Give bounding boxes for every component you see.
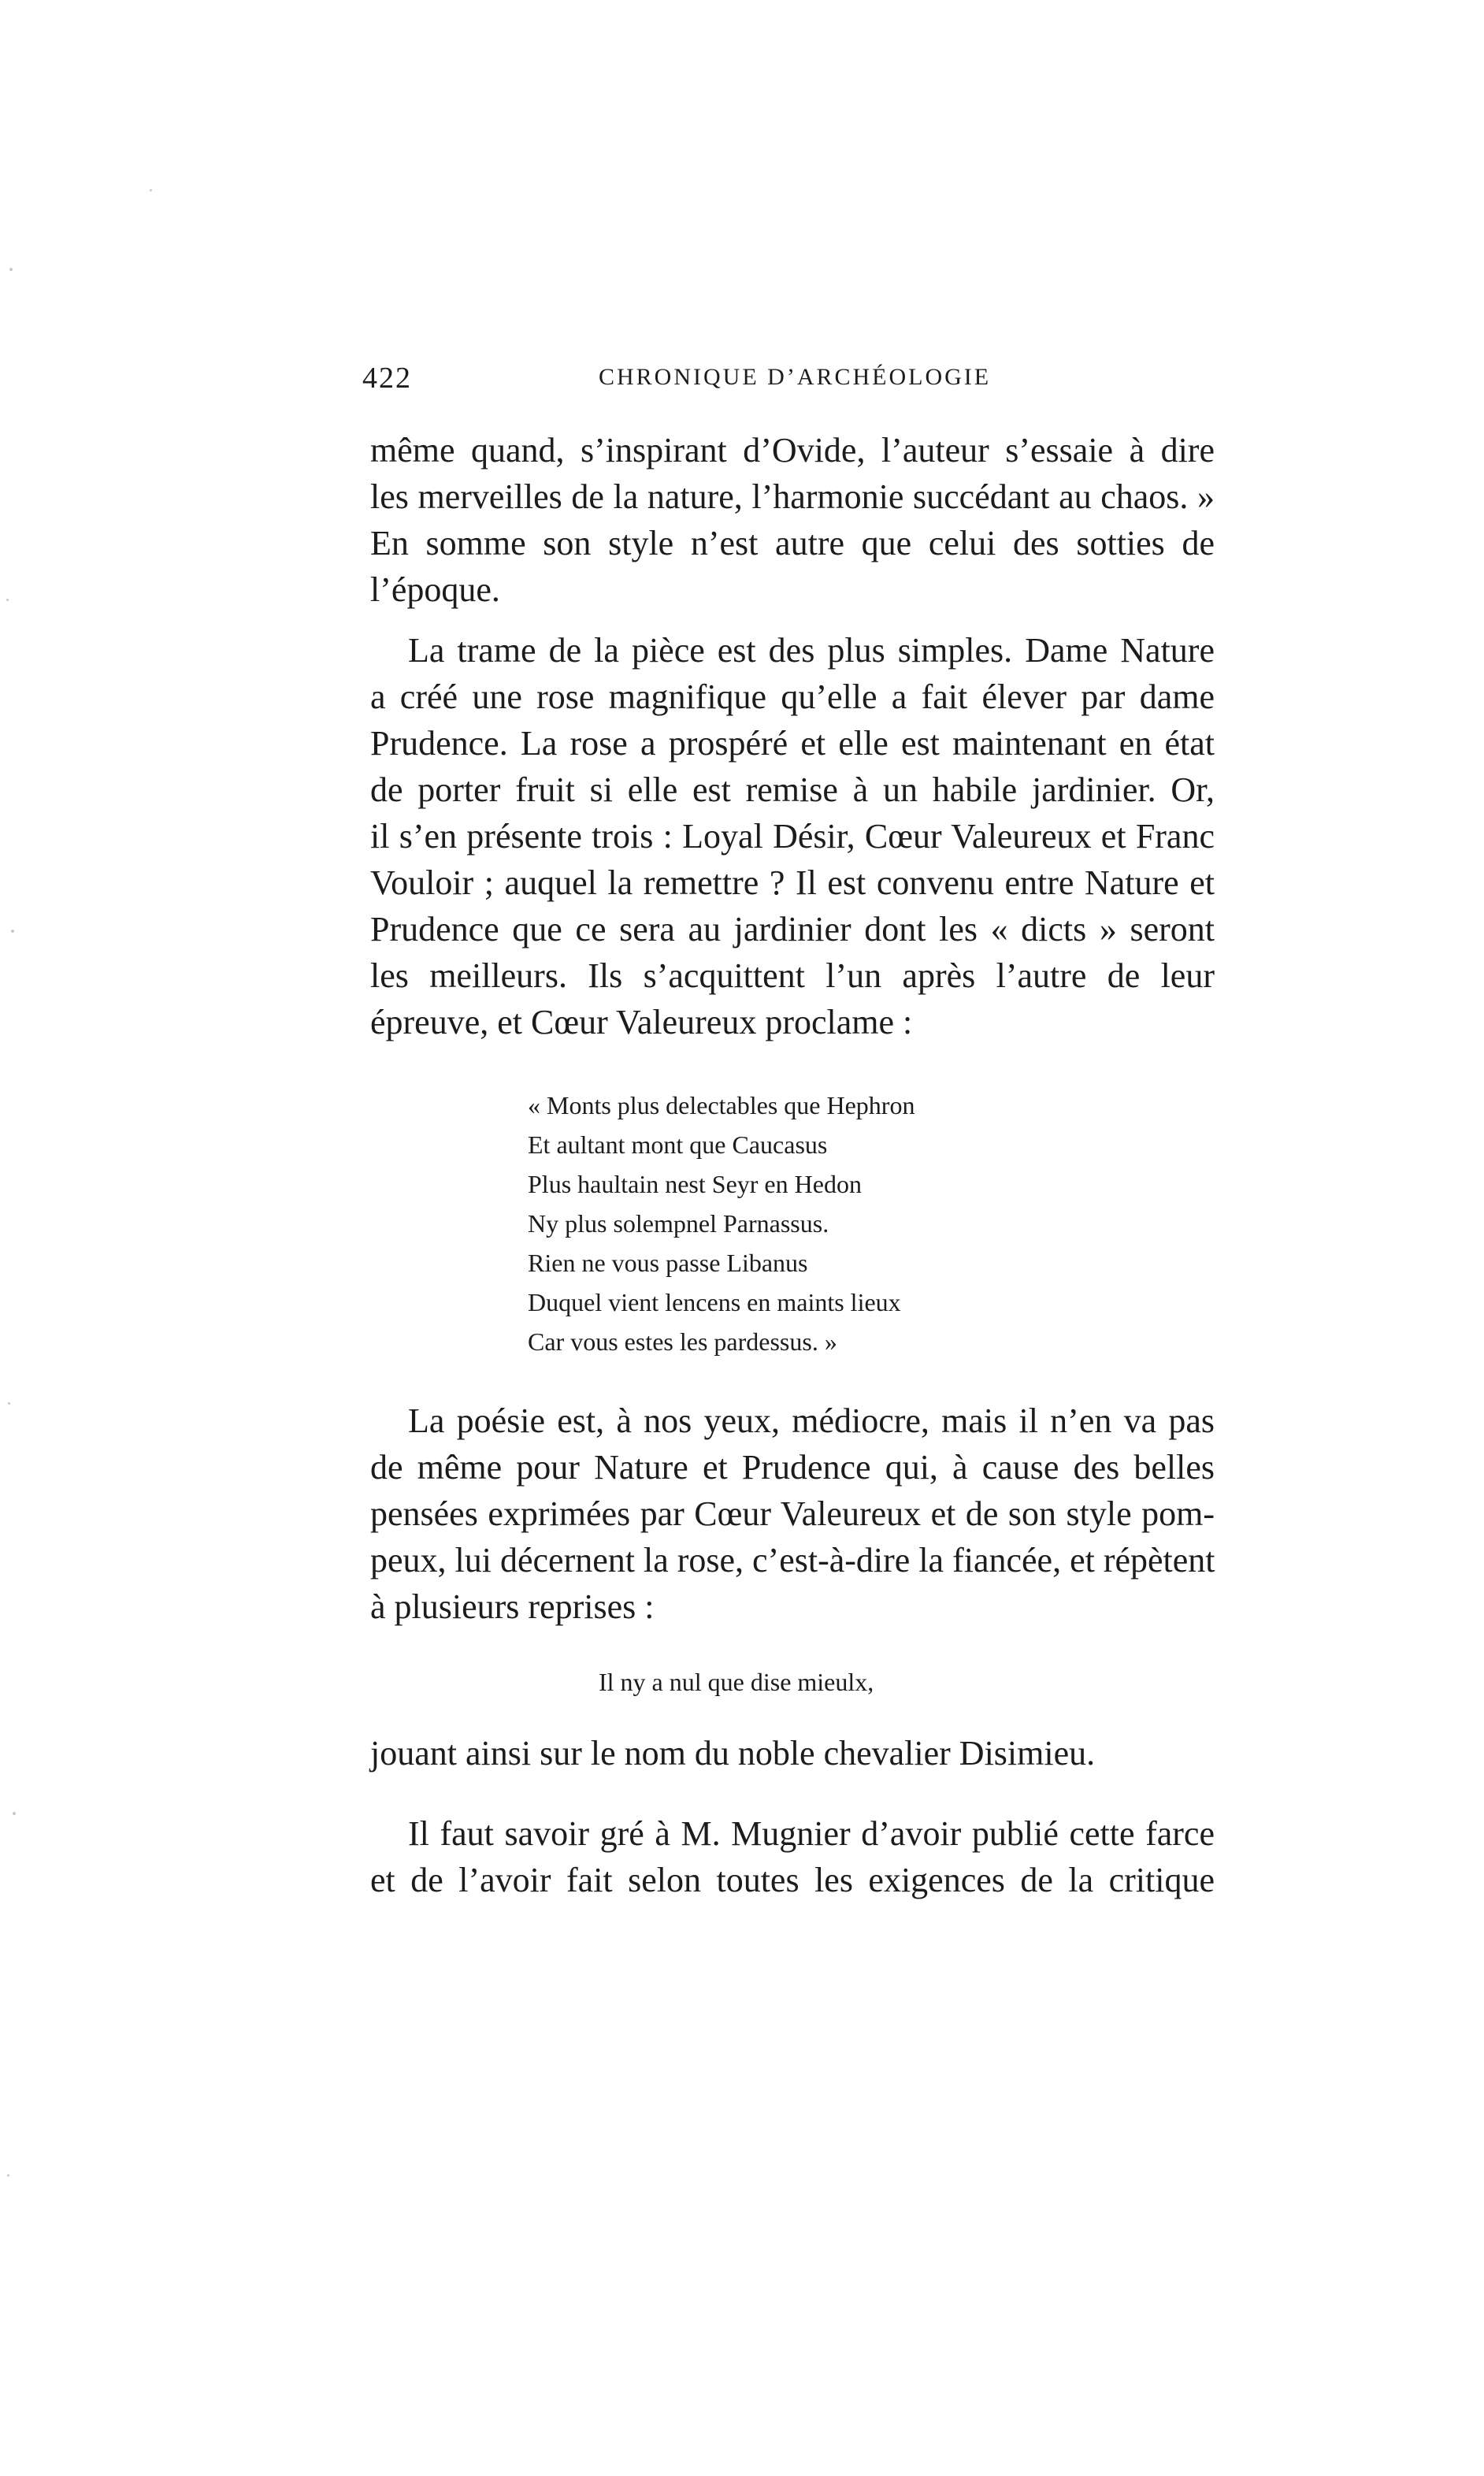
text-line: La poésie est, à nos yeux, médiocre, mais il n’en va pas (408, 1401, 1215, 1440)
text-line: et de l’avoir fait selon toutes les exigences de la critique (370, 1861, 1215, 1899)
scan-speck (7, 2174, 9, 2177)
paragraph-plot (370, 627, 1215, 1045)
verse-line: Duquel vient lencens en maints lieux (528, 1288, 901, 1316)
text-line: La trame de la pièce est des plus simples. Dame Nature (408, 631, 1215, 670)
text-line: pensées exprimées par Cœur Valeureux et de son style pom- (370, 1494, 1215, 1533)
text-line: épreuve, et Cœur Valeureux proclame : (370, 1003, 913, 1041)
text-line: les merveilles de la nature, l’harmonie succédant au chaos. » (370, 477, 1215, 516)
text-line: Vouloir ; auquel la remettre ? Il est convenu entre Nature et (370, 863, 1215, 902)
scan-speck (8, 1402, 10, 1405)
verse-line: Ny plus solempnel Parnassus. (528, 1209, 829, 1238)
paragraph-pun (370, 1730, 1215, 1776)
paragraph-judgement (370, 1398, 1215, 1630)
text-line: Prudence que ce sera au jardinier dont les « dicts » seront (370, 910, 1215, 948)
text-line: de même pour Nature et Prudence qui, à cause des belles (370, 1448, 1215, 1487)
refrain-verse: Il ny a nul que dise mieulx, (599, 1668, 874, 1696)
paragraph-publication (370, 1810, 1215, 1903)
text-line: Il faut savoir gré à M. Mugnier d’avoir publié cette farce (408, 1814, 1215, 1853)
running-header (362, 361, 1215, 408)
paragraph-continued (370, 427, 1215, 613)
verse-line: Plus haultain nest Seyr en Hedon (528, 1170, 862, 1198)
text-line: jouant ainsi sur le nom du noble chevalier Disimieu. (370, 1734, 1096, 1773)
scan-speck (9, 268, 13, 271)
scan-speck (11, 930, 14, 933)
scan-speck (150, 189, 152, 191)
text-line: les meilleurs. Ils s’acquittent l’un après l’autre de leur (370, 956, 1215, 995)
scan-speck (6, 599, 9, 601)
verse-quotation (528, 1086, 1079, 1361)
text-line: peux, lui décernent la rose, c’est-à-dire la fiancée, et répètent (370, 1541, 1215, 1580)
verse-line: Et aultant mont que Caucasus (528, 1130, 828, 1159)
text-line: En somme son style n’est autre que celui des sotties de (370, 524, 1215, 562)
scan-speck (13, 1812, 16, 1815)
text-line: même quand, s’inspirant d’Ovide, l’auteur s’essaie à dire (370, 431, 1215, 470)
verse-line: Rien ne vous passe Libanus (528, 1249, 808, 1277)
running-title: CHRONIQUE D’ARCHÉOLOGIE (599, 364, 992, 390)
verse-line: « Monts plus delectables que Hephron (528, 1091, 915, 1119)
text-line: a créé une rose magnifique qu’elle a fait élever par dame (370, 677, 1215, 716)
text-line: il s’en présente trois : Loyal Désir, Cœur Valeureux et Franc (370, 817, 1215, 856)
text-line: l’époque. (370, 570, 500, 609)
verse-line: Car vous estes les pardessus. » (528, 1327, 837, 1356)
text-line: de porter fruit si elle est remise à un habile jardinier. Or, (370, 770, 1215, 809)
page-number: 422 (362, 362, 412, 395)
text-line: Prudence. La rose a prospéré et elle est maintenant en état (370, 724, 1215, 763)
text-line: à plusieurs reprises : (370, 1587, 655, 1626)
